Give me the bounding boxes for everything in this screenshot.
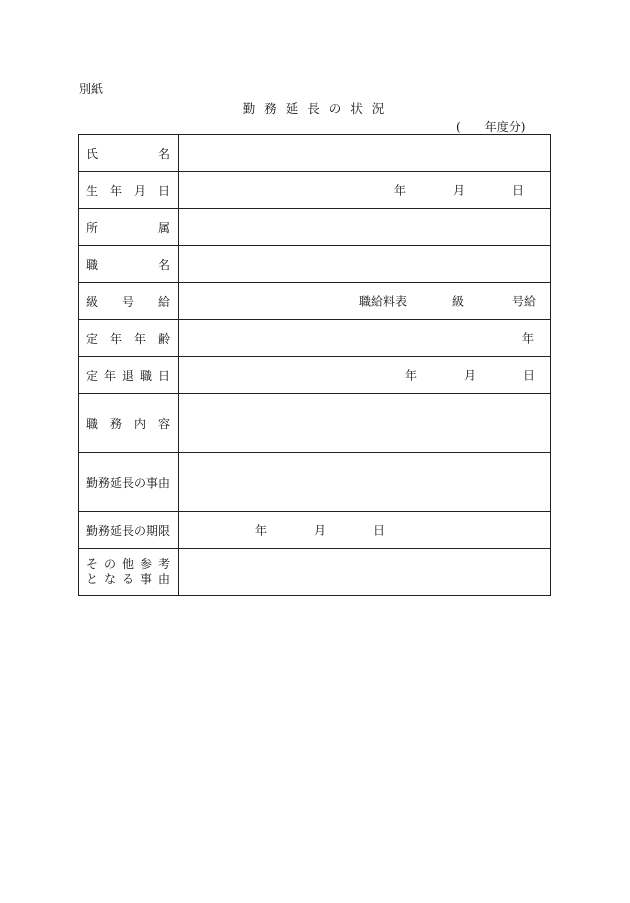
retire-month-unit: 月	[464, 368, 477, 383]
reason-field[interactable]	[179, 453, 551, 512]
document-title: 勤務延長の状況	[242, 101, 394, 116]
row-birth	[79, 172, 551, 209]
row-duties	[79, 394, 551, 453]
affiliation-field[interactable]	[179, 209, 551, 246]
name-field[interactable]	[179, 135, 551, 172]
row-retire-date	[79, 357, 551, 394]
row-affiliation	[79, 209, 551, 246]
label-retire-age: 定 年 年 齢	[86, 331, 170, 346]
row-reason	[79, 453, 551, 512]
step-unit: 号給	[512, 294, 537, 309]
retire-year-unit: 年	[405, 368, 418, 383]
birth-month-unit: 月	[453, 183, 466, 198]
row-deadline	[79, 512, 551, 549]
label-duties: 職 務 内 容	[86, 416, 170, 431]
grade-field[interactable]	[179, 283, 551, 320]
label-reason: 勤務延長の事由	[86, 475, 171, 490]
salary-table-label: 職給料表	[359, 294, 408, 309]
retire-day-unit: 日	[523, 368, 536, 383]
label-birth: 生 年 月 日	[86, 183, 170, 198]
label-name: 氏 名	[86, 146, 170, 161]
fiscal-year-label: ( 年度分)	[456, 120, 526, 134]
label-affiliation: 所 属	[86, 220, 170, 235]
attachment-label: 別紙	[79, 82, 104, 96]
duties-field[interactable]	[179, 394, 551, 453]
label-grade: 級 号 給	[86, 294, 170, 309]
position-field[interactable]	[179, 246, 551, 283]
row-other	[79, 549, 551, 596]
deadline-month-unit: 月	[314, 523, 327, 538]
retire-age-field[interactable]	[179, 320, 551, 357]
label-position: 職 名	[86, 257, 170, 272]
birth-date-field[interactable]	[179, 172, 551, 209]
deadline-field[interactable]	[179, 512, 551, 549]
label-deadline: 勤務延長の期限	[86, 523, 171, 538]
deadline-day-unit: 日	[373, 523, 386, 538]
class-unit: 級	[452, 294, 465, 309]
other-field[interactable]	[179, 549, 551, 596]
row-name	[79, 135, 551, 172]
row-position	[79, 246, 551, 283]
retire-date-field[interactable]	[179, 357, 551, 394]
row-retire-age	[79, 320, 551, 357]
label-retire-date: 定 年 退 職 日	[86, 368, 170, 383]
label-other: そ の 他 参 考 と な る 事 由	[86, 557, 170, 586]
birth-year-unit: 年	[394, 183, 407, 198]
extension-form-table	[78, 134, 551, 596]
birth-day-unit: 日	[512, 183, 525, 198]
row-grade	[79, 283, 551, 320]
deadline-year-unit: 年	[255, 523, 268, 538]
retire-age-unit: 年	[522, 331, 535, 346]
